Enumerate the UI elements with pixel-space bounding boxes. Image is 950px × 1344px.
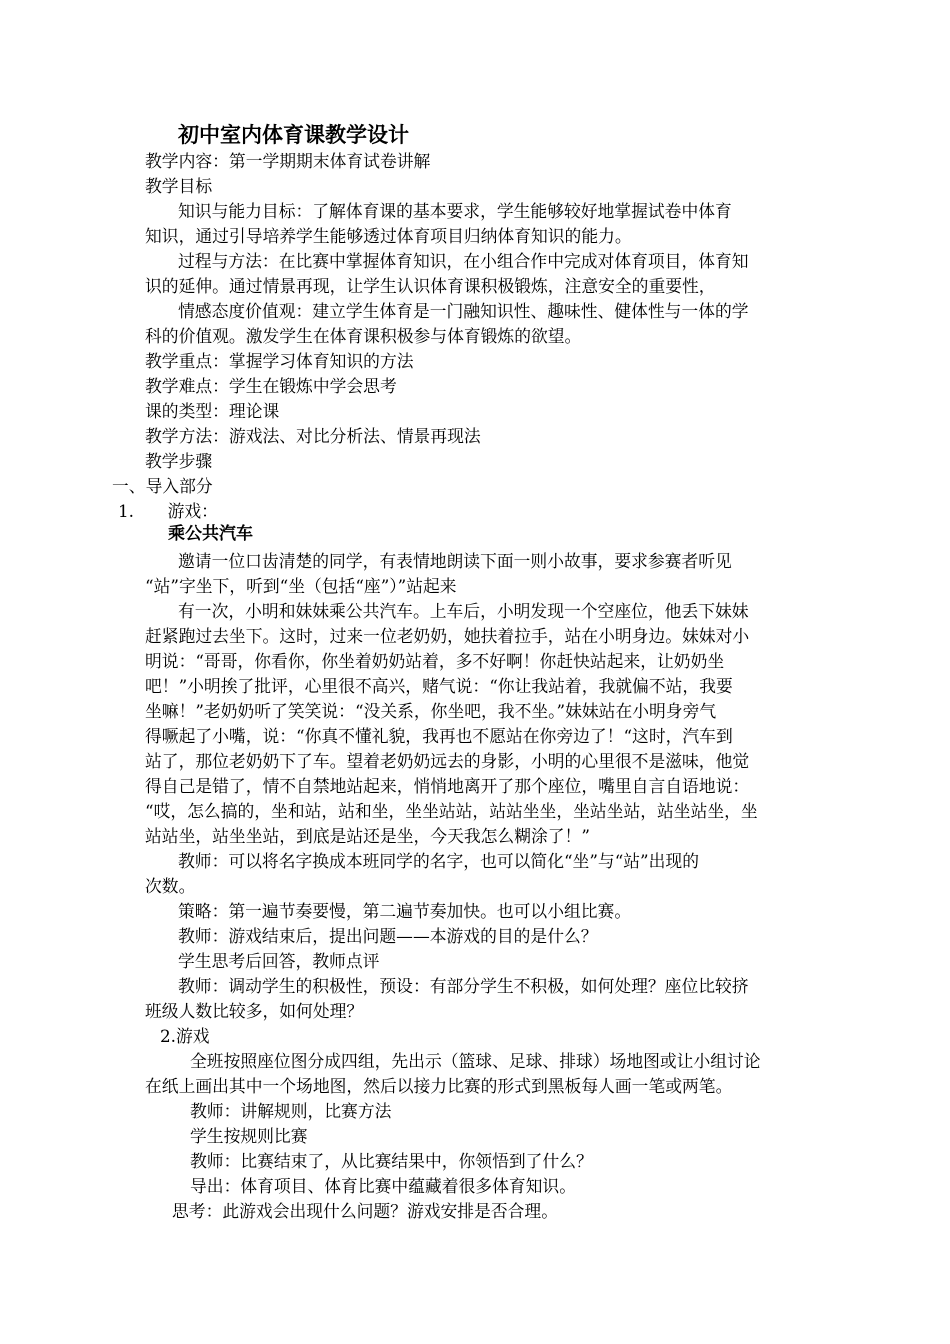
goal-knowledge-line1: 知识与能力目标：了解体育课的基本要求，学生能够较好地掌握试卷中体育 (178, 201, 732, 221)
teacher-note-line1: 教师：可以将名字换成本班同学的名字，也可以简化“坐”与“站”出现的 (178, 851, 699, 871)
story-line4: 吧！”小明挨了批评，心里很不高兴，赌气说：“你让我站着，我就偏不站，我要 (145, 676, 733, 696)
teacher-engagement-line1: 教师：调动学生的积极性，预设：有部分学生不积极，如何处理？座位比较挤 (178, 976, 749, 996)
game-2-description-line1: 全班按照座位图分成四组，先出示（篮球、足球、排球）场地图或让小组讨论 (190, 1051, 761, 1071)
game-1-instructions-line1: 邀请一位口齿清楚的同学，有表情地朗读下面一则小故事，要求参赛者听见 (178, 551, 732, 571)
story-line5: 坐嘛！”老奶奶听了笑笑说：“没关系，你坐吧，我不坐。”妹妹站在小明身旁气 (145, 701, 717, 721)
document-title: 初中室内体育课教学设计 (178, 123, 409, 147)
goal-process-line1: 过程与方法：在比赛中掌握体育知识，在小组合作中完成对体育项目，体育知 (178, 251, 749, 271)
story-line7: 站了，那位老奶奶下了车。望着老奶奶远去的身影，小明的心里很不是滋味，他觉 (145, 751, 750, 771)
section-intro-heading: 一、导入部分 (112, 476, 213, 496)
difficult-point: 教学难点：学生在锻炼中学会思考 (145, 376, 397, 396)
student-competition: 学生按规则比赛 (190, 1126, 308, 1146)
game-2-heading: 2.游戏 (160, 1026, 210, 1046)
goal-emotion-line1: 情感态度价值观：建立学生体育是一门融知识性、趣味性、健体性与一体的学 (178, 301, 749, 321)
story-line2: 赶紧跑过去坐下。这时，过来一位老奶奶，她扶着拉手，站在小明身边。妹妹对小 (145, 626, 750, 646)
teacher-reflection: 教师：比赛结束了，从比赛结果中，你领悟到了什么？ (190, 1151, 593, 1171)
teaching-goals-heading: 教学目标 (145, 176, 213, 196)
teaching-content: 教学内容：第一学期期末体育试卷讲解 (145, 151, 431, 171)
think-question: 思考：此游戏会出现什么问题？游戏安排是否合理。 (172, 1201, 558, 1221)
goal-emotion-line2: 科的价值观。激发学生在体育课积极参与体育锻炼的欲望。 (145, 326, 582, 346)
student-answer: 学生思考后回答，教师点评 (178, 951, 380, 971)
lead-out: 导出：体育项目、体育比赛中蕴藏着很多体育知识。 (190, 1176, 576, 1196)
teacher-engagement-line2: 班级人数比较多，如何处理？ (145, 1001, 364, 1021)
game-1-instructions-line2: “站”字坐下，听到“坐（包括“座”）”站起来 (145, 576, 457, 596)
story-line6: 得噘起了小嘴，说：“你真不懂礼貌，我再也不愿站在你旁边了！“这时，汽车到 (145, 726, 733, 746)
teaching-methods: 教学方法：游戏法、对比分析法、情景再现法 (145, 426, 481, 446)
teacher-question: 教师：游戏结束后，提出问题——本游戏的目的是什么？ (178, 926, 598, 946)
teaching-steps-heading: 教学步骤 (145, 451, 213, 471)
story-line3: 明说：“哥哥，你看你，你坐着奶奶站着，多不好啊！你赶快站起来，让奶奶坐 (145, 651, 725, 671)
game-1-heading: 1. 游戏： (118, 501, 218, 521)
story-line1: 有一次，小明和妹妹乘公共汽车。上车后，小明发现一个空座位，他丢下妹妹 (178, 601, 749, 621)
game-2-description-line2: 在纸上画出其中一个场地图，然后以接力比赛的形式到黑板每人画一笔或两笔。 (145, 1076, 733, 1096)
goal-knowledge-line2: 知识，通过引导培养学生能够透过体育项目归纳体育知识的能力。 (145, 226, 632, 246)
story-line10: 站站坐，站坐坐站，到底是站还是坐，今天我怎么糊涂了！” (145, 826, 590, 846)
key-point: 教学重点：掌握学习体育知识的方法 (145, 351, 414, 371)
goal-process-line2: 识的延伸。通过情景再现，让学生认识体育课积极锻炼，注意安全的重要性， (145, 276, 716, 296)
game-1-title: 乘公共汽车 (168, 524, 253, 544)
story-line8: 得自己是错了，情不自禁地站起来，悄悄地离开了那个座位，嘴里自言自语地说： (145, 776, 750, 796)
strategy-note: 策略：第一遍节奏要慢，第二遍节奏加快。也可以小组比赛。 (178, 901, 632, 921)
lesson-type: 课的类型：理论课 (145, 401, 280, 421)
story-line9: “哎，怎么搞的，坐和站，站和坐，坐坐站站，站站坐坐，坐站坐站，站坐站坐，坐 (145, 801, 758, 821)
teacher-note-line2: 次数。 (145, 876, 196, 896)
teacher-rules: 教师：讲解规则，比赛方法 (190, 1101, 392, 1121)
